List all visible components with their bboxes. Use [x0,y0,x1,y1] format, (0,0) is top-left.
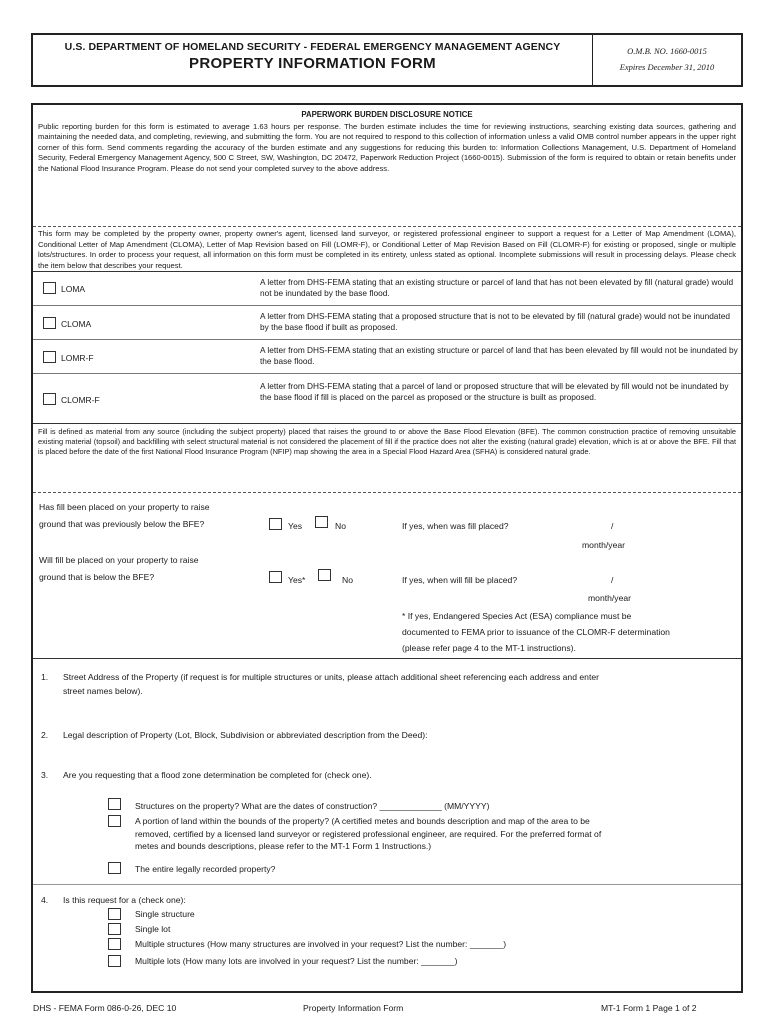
divider [33,373,741,374]
fill-will-be-placed-no-label: No [342,575,353,585]
request-type-cloma [33,308,741,342]
paperwork-notice [33,110,741,174]
divider [33,658,741,659]
date-slash: / [611,575,614,585]
intro-text: This form may be completed by the property owner, property owner's agent, licensed land surveyor, or registered professional engineer to support a request for a Letter of Map Amendment (LOMA), Conditional Letter of Map Amendment (CLOMA), Letter of Map Revision based on Fill (LOMR-F), or Conditional Letter of Map Revision Based on Fill (CLOMR-F) for existing or proposed, single or multiple lots/structures. In order to process your request, all information on this form must be completed in its entirety, unless stated as optional. Incomplete submissions will result in processing delays. Please check the item below that describes your request. [38,229,736,270]
fill-will-be-placed-no-checkbox[interactable] [318,569,331,581]
omb-number: O.M.B. NO. 1660-0015 [627,46,707,56]
date-slash: / [611,521,614,531]
notice-body: Public reporting burden for this form is estimated to average 1.63 hours per response. The burden estimate includes the time for reviewing instructions, searching existing data sources, gathering and maintaining the needed data, and completing, reviewing, and submitting the form. You are not required to respond to this collection of information unless a valid OMB control number appears in the upper right corner of this form. Send comments regarding the accuracy of the burden estimate and any suggestions for reducing this burden to: Information Collections Management, U.S. Department of Homeland Security, Federal Emergency Management Agency, 500 C Street, SW, Washington, DC 20472, Paperwork Reduction Project (1660-0015). Submission of the form is required to obtain or retain benefits under the National Flood Insurance Program. Please do not send your completed survey to the above address. [38,121,736,173]
header-title-block [33,35,593,85]
expiration-date: Expires December 31, 2010 [619,62,715,72]
single-structure-option: Single structure [135,909,195,919]
cloma-checkbox[interactable] [43,317,56,329]
notice-title: PAPERWORK BURDEN DISCLOSURE NOTICE [301,110,473,119]
street-address-line2: street names below). [63,685,143,696]
fill-will-be-placed-when-label: If yes, when will fill be placed? [402,575,518,585]
divider [33,339,741,340]
fill-will-be-placed-yes-label: Yes* [288,575,306,585]
request-type-description: A letter from DHS-FEMA stating that a parcel of land or proposed structure that will be elevated by fill would not be inundated by the base flood if fill is placed on the parcel as proposed or the structure is built as proposed. [260,381,729,402]
single-lot-option: Single lot [135,924,171,934]
flood-zone-question: Are you requesting that a flood zone determination be completed for (check one). [63,770,372,780]
fill-placed-when-label: If yes, when was fill placed? [402,521,509,531]
lomr-f-checkbox[interactable] [43,351,56,363]
form-title: PROPERTY INFORMATION FORM [189,55,436,72]
multiple-structures-checkbox[interactable] [108,938,121,950]
portion-of-land-option [135,816,735,853]
loma-checkbox[interactable] [43,282,56,294]
month-year-label: month/year [582,540,625,550]
fill-question-2-line2: ground that is below the BFE? [39,571,155,582]
esa-note-line1: * If yes, Endangered Species Act (ESA) compliance must be [402,611,632,621]
fill-will-be-placed-yes-checkbox[interactable] [269,571,282,583]
fill-question-2-line1: Will fill be placed on your property to raise [39,555,199,565]
request-type-lomr-f [33,342,741,376]
portion-of-land-line1: A portion of land within the bounds of the property? (A certified metes and bounds description and map of the area to be [135,816,590,826]
fill-placed-yes-label: Yes [288,521,303,531]
request-type-loma [33,274,741,308]
single-lot-checkbox[interactable] [108,923,121,935]
divider [33,271,741,272]
question-number: 4. [41,895,49,905]
question-number: 2. [41,730,49,740]
multiple-lots-checkbox[interactable] [108,955,121,967]
question-number: 3. [41,770,49,780]
divider [33,423,741,424]
request-type-code: LOMA [61,284,86,294]
footer-page-number: MT-1 Form 1 Page 1 of 2 [601,1003,697,1013]
street-address-question [63,672,735,697]
divider [33,492,741,493]
request-type-description: A letter from DHS-FEMA stating that an existing structure or parcel of land that has not been elevated by fill (natural grade) would not be inundated by the base flood. [260,277,734,298]
fill-question-1 [39,502,210,530]
request-type-description: A letter from DHS-FEMA stating that a proposed structure that is not to be elevated by fill (natural grade) would not be inundated by the base flood if built as proposed. [260,311,730,332]
month-year-label: month/year [588,593,631,603]
esa-note-line3: (please refer page 4 to the MT-1 instructions). [402,643,576,653]
street-address-line1: Street Address of the Property (if request is for multiple structures or units, please attach additional sheet referencing each address and enter [63,672,599,682]
entire-property-option: The entire legally recorded property? [135,864,276,874]
portion-of-land-checkbox[interactable] [108,815,121,827]
entire-property-checkbox[interactable] [108,862,121,874]
legal-description-question: Legal description of Property (Lot, Block, Subdivision or abbreviated description from the Deed): [63,730,428,740]
fill-question-2 [39,555,199,583]
clomr-f-checkbox[interactable] [43,393,56,405]
single-structure-checkbox[interactable] [108,908,121,920]
multiple-structures-option: Multiple structures (How many structures are involved in your request? List the number: _______) [135,939,507,949]
form-body [31,103,743,993]
structures-checkbox[interactable] [108,798,121,810]
fill-question-1-line2: ground that was previously below the BFE? [39,518,205,529]
footer-form-name: Property Information Form [303,1003,404,1013]
agency-name: U.S. DEPARTMENT OF HOMELAND SECURITY - FEDERAL EMERGENCY MANAGEMENT AGENCY [64,41,561,53]
fill-definition: Fill is defined as material from any source (including the subject property) placed that raises the ground to or above the Base Flood Elevation (BFE). The common construction practice of removing unsuitable existing material (topsoil) and backfilling with select structural material is not considered the placement of fill if the practice does not alter the existing (natural grade) elevation, which is at or above the BFE. Fill that is placed before the date of the first National Flood Insurance Program (NFIP) map showing the area in a Special Flood Hazard Area (SFHA) is considered natural grade. [38,427,736,457]
structures-option: Structures on the property? What are the dates of construction? _____________ (MM/YYYY) [135,801,490,811]
fill-placed-no-label: No [335,521,346,531]
portion-of-land-line2: removed, certified by a licensed land surveyor or registered professional engineer, are required. For the preferred format of [135,828,602,839]
request-type-code: CLOMR-F [61,395,100,405]
portion-of-land-line3: metes and bounds descriptions, please refer to the MT-1 Form 1 Instructions.) [135,841,432,851]
question-number: 1. [41,672,49,682]
form-header [31,33,743,87]
esa-note-line2: documented to FEMA prior to issuance of the CLOMR-F determination [402,627,670,637]
request-type-description: A letter from DHS-FEMA stating that an existing structure or parcel of land that has been elevated by fill would not be inundated by the base flood. [260,345,738,366]
omb-block [593,35,741,85]
divider [33,226,741,227]
fill-placed-yes-checkbox[interactable] [269,518,282,530]
fill-placed-no-checkbox[interactable] [315,516,328,528]
request-type-code: CLOMA [61,319,92,329]
fill-question-1-line1: Has fill been placed on your property to raise [39,502,210,512]
divider [33,305,741,306]
esa-note [402,608,670,656]
footer-form-number: DHS - FEMA Form 086-0-26, DEC 10 [33,1003,177,1013]
request-scope-question: Is this request for a (check one): [63,895,186,905]
divider [33,884,741,885]
request-type-clomr-f [33,377,741,421]
request-type-code: LOMR-F [61,353,94,363]
multiple-lots-option: Multiple lots (How many lots are involved in your request? List the number: _______) [135,956,458,966]
